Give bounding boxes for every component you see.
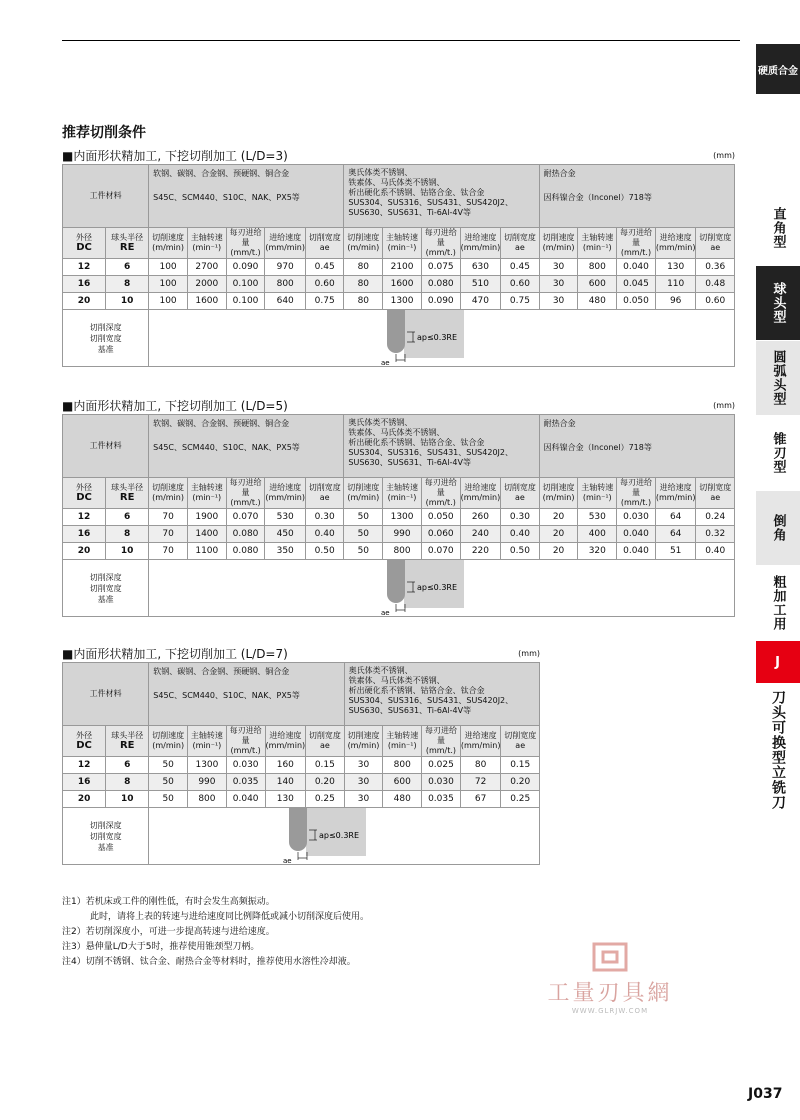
ball-tip xyxy=(387,335,405,353)
table-cell: 96 xyxy=(655,293,696,310)
table-cell: 0.100 xyxy=(226,293,265,310)
table-cell: 0.45 xyxy=(501,259,539,276)
section-title: ■内面形状精加工, 下挖切削加工 (L/D=3) xyxy=(62,149,288,163)
table-cell: 20 xyxy=(539,543,578,560)
table-cell: 80 xyxy=(344,259,383,276)
table-cell: 80 xyxy=(344,276,383,293)
ap-label: ap≤0.3RE xyxy=(416,333,457,342)
param-header: 切削宽度 ae xyxy=(306,228,344,259)
table-cell: 6 xyxy=(106,509,149,526)
table-cell: 110 xyxy=(655,276,696,293)
table-row xyxy=(63,293,735,310)
column-header-row xyxy=(63,228,735,259)
tab-square[interactable]: 直角型 xyxy=(756,190,800,265)
ae-label: ae xyxy=(380,609,390,616)
table-cell: 2100 xyxy=(383,259,422,276)
condition-section xyxy=(62,148,735,367)
table-cell: 12 xyxy=(63,757,106,774)
depth-diagram-cell xyxy=(149,808,540,865)
depth-diagram-cell xyxy=(149,310,735,367)
table-cell: 70 xyxy=(149,543,188,560)
table-cell: 0.090 xyxy=(226,259,265,276)
note-2: 注2）若切削深度小，可进一步提高转速与进给速度。 xyxy=(62,927,275,937)
re-header: 球头半径 RE xyxy=(106,726,149,757)
ball-endmill-diagram xyxy=(269,808,419,864)
table-cell: 0.040 xyxy=(617,259,656,276)
ae-label: ae xyxy=(283,857,292,864)
watermark-logo xyxy=(540,942,680,1015)
re-header: 球头半径 RE xyxy=(106,228,149,259)
table-row xyxy=(63,509,735,526)
table-cell: 140 xyxy=(265,774,306,791)
table-cell: 10 xyxy=(106,543,149,560)
param-header: 进给速度 (mm/min) xyxy=(655,228,696,259)
depth-label: 切削深度 切削宽度 基准 xyxy=(63,808,149,865)
table-cell: 0.40 xyxy=(501,526,539,543)
table-cell: 72 xyxy=(460,774,501,791)
table-cell: 990 xyxy=(188,774,227,791)
param-header: 每刃进给量 (mm/t.) xyxy=(617,478,656,509)
section-title: ■内面形状精加工, 下挖切削加工 (L/D=7) xyxy=(62,647,288,661)
table-cell: 630 xyxy=(460,259,501,276)
table-cell: 6 xyxy=(106,259,149,276)
table-cell: 0.040 xyxy=(226,791,265,808)
param-header: 切削速度 (m/min) xyxy=(149,726,188,757)
table-cell: 0.20 xyxy=(501,774,540,791)
depth-reference-row xyxy=(63,310,735,367)
table-cell: 0.030 xyxy=(226,757,265,774)
tab-radius[interactable]: 圆弧头型 xyxy=(756,340,800,415)
table-row xyxy=(63,543,735,560)
table-cell: 800 xyxy=(265,276,306,293)
table-cell: 1300 xyxy=(383,293,422,310)
table-cell: 1300 xyxy=(383,509,422,526)
table-cell: 20 xyxy=(63,293,106,310)
top-rule xyxy=(62,40,740,41)
table-cell: 260 xyxy=(460,509,501,526)
material-steel: 软钢、碳钢、合金钢、预硬钢、铜合金 S45C、SCM440、S10C、NAK、PX5等 xyxy=(149,663,344,726)
table-cell: 6 xyxy=(106,757,149,774)
param-header: 切削宽度 ae xyxy=(696,478,735,509)
table-cell: 30 xyxy=(539,259,578,276)
table-cell: 0.045 xyxy=(617,276,656,293)
watermark-mark-icon xyxy=(590,942,630,972)
table-cell: 2000 xyxy=(187,276,226,293)
table-cell: 0.25 xyxy=(501,791,540,808)
param-header: 进给速度 (mm/min) xyxy=(460,228,501,259)
table-cell: 0.15 xyxy=(501,757,540,774)
table-cell: 510 xyxy=(460,276,501,293)
tab-ball[interactable]: 球头型 xyxy=(756,265,800,340)
table-cell: 2700 xyxy=(187,259,226,276)
table-cell: 0.25 xyxy=(306,791,344,808)
table-cell: 0.090 xyxy=(421,293,460,310)
table-cell: 800 xyxy=(383,543,422,560)
dc-header: 外径 DC xyxy=(63,726,106,757)
table-row xyxy=(63,276,735,293)
table-cell: 0.60 xyxy=(501,276,539,293)
table-cell: 800 xyxy=(188,791,227,808)
note-1-cont: 此时，请将上表的转速与进给速度同比例降低或减小切削深度后使用。 xyxy=(90,912,370,922)
param-header: 切削速度 (m/min) xyxy=(344,726,383,757)
tab-tapered[interactable]: 锥刃型 xyxy=(756,415,800,490)
table-row xyxy=(63,757,540,774)
tab-indexable[interactable]: 刀头可换型立铣刀 xyxy=(756,683,800,810)
table-cell: 0.50 xyxy=(501,543,539,560)
work-material-label: 工件材料 xyxy=(63,415,149,478)
table-cell: 30 xyxy=(539,293,578,310)
param-header: 进给速度 (mm/min) xyxy=(655,478,696,509)
section-header xyxy=(62,646,540,662)
table-cell: 450 xyxy=(265,526,306,543)
table-cell: 16 xyxy=(63,526,106,543)
watermark-text: 工量刃具網 xyxy=(547,981,673,1006)
ball-tip xyxy=(289,833,307,851)
table-cell: 12 xyxy=(63,259,106,276)
table-cell: 30 xyxy=(344,757,383,774)
table-cell: 400 xyxy=(578,526,617,543)
ball-endmill-diagram xyxy=(367,560,517,616)
note-4: 注4）切削不锈钢、钛合金、耐热合金等材料时，推荐使用水溶性冷却液。 xyxy=(62,957,356,967)
note-1: 注1）若机床或工件的刚性低，有时会发生高频振动。 xyxy=(62,897,275,907)
table-cell: 130 xyxy=(265,791,306,808)
table-cell: 0.050 xyxy=(617,293,656,310)
unit-label: (mm) xyxy=(713,151,735,160)
table-cell: 480 xyxy=(383,791,422,808)
table-cell: 0.15 xyxy=(306,757,344,774)
table-cell: 12 xyxy=(63,509,106,526)
table-cell: 530 xyxy=(265,509,306,526)
table-cell: 80 xyxy=(460,757,501,774)
table-cell: 320 xyxy=(578,543,617,560)
column-header-row xyxy=(63,726,540,757)
table-cell: 480 xyxy=(578,293,617,310)
param-header: 每刃进给量 (mm/t.) xyxy=(421,228,460,259)
note-3: 注3）悬伸量L/D大于5时，推荐使用锥颈型刀柄。 xyxy=(62,942,260,952)
table-cell: 20 xyxy=(539,526,578,543)
table-cell: 20 xyxy=(63,791,106,808)
material-heat-resistant: 耐热合金 因科镍合金（Inconel）718等 xyxy=(539,165,734,228)
material-stainless: 奥氏体类不锈钢、 铁素体、马氏体类不锈钢、 析出硬化系不锈钢、钴铬合金、钛合金 SUS304、SUS316、SUS431、SUS420J2、 SUS630、SUS631、Ti-6Al-4V等 xyxy=(344,165,539,228)
param-header: 进给速度 (mm/min) xyxy=(265,726,306,757)
param-header: 切削宽度 ae xyxy=(501,478,539,509)
table-cell: 1400 xyxy=(187,526,226,543)
page-title: 推荐切削条件 xyxy=(62,125,146,141)
table-cell: 8 xyxy=(106,526,149,543)
condition-section xyxy=(62,646,540,865)
param-header: 进给速度 (mm/min) xyxy=(265,478,306,509)
table-cell: 20 xyxy=(63,543,106,560)
table-cell: 0.035 xyxy=(226,774,265,791)
depth-reference-row xyxy=(63,808,540,865)
table-cell: 0.60 xyxy=(306,276,344,293)
work-material-label: 工件材料 xyxy=(63,663,149,726)
param-header: 切削速度 (m/min) xyxy=(149,228,188,259)
table-cell: 0.30 xyxy=(306,509,344,526)
table-cell: 0.060 xyxy=(421,526,460,543)
side-tabs xyxy=(756,190,800,810)
param-header: 切削速度 (m/min) xyxy=(539,228,578,259)
table-cell: 51 xyxy=(655,543,696,560)
table-cell: 350 xyxy=(265,543,306,560)
section-title: ■内面形状精加工, 下挖切削加工 (L/D=5) xyxy=(62,399,288,413)
unit-label: (mm) xyxy=(518,649,540,658)
table-cell: 0.040 xyxy=(617,543,656,560)
param-header: 主轴转速 (min⁻¹) xyxy=(188,726,227,757)
param-header: 切削宽度 ae xyxy=(501,228,539,259)
table-cell: 30 xyxy=(344,774,383,791)
table-cell: 0.36 xyxy=(696,259,735,276)
table-cell: 800 xyxy=(578,259,617,276)
notes xyxy=(62,895,369,970)
table-cell: 530 xyxy=(578,509,617,526)
table-cell: 16 xyxy=(63,774,106,791)
table-cell: 0.070 xyxy=(421,543,460,560)
section-header xyxy=(62,148,735,164)
table-cell: 240 xyxy=(460,526,501,543)
material-steel: 软钢、碳钢、合金钢、预硬钢、铜合金 S45C、SCM440、S10C、NAK、PX5等 xyxy=(149,165,344,228)
tab-chamfer[interactable]: 倒角 xyxy=(756,490,800,565)
table-cell: 50 xyxy=(149,757,188,774)
condition-table xyxy=(62,662,540,865)
table-cell: 1900 xyxy=(187,509,226,526)
param-header: 主轴转速 (min⁻¹) xyxy=(383,478,422,509)
table-cell: 0.60 xyxy=(696,293,735,310)
table-cell: 220 xyxy=(460,543,501,560)
table-row xyxy=(63,791,540,808)
table-cell: 640 xyxy=(265,293,306,310)
param-header: 切削宽度 ae xyxy=(306,726,344,757)
table-cell: 0.080 xyxy=(421,276,460,293)
condition-table xyxy=(62,164,735,367)
table-cell: 0.20 xyxy=(306,774,344,791)
material-row xyxy=(63,165,735,228)
column-header-row xyxy=(63,478,735,509)
ap-label: ap≤0.3RE xyxy=(416,583,457,592)
table-cell: 1600 xyxy=(187,293,226,310)
table-cell: 0.40 xyxy=(696,543,735,560)
table-cell: 8 xyxy=(106,774,149,791)
table-cell: 0.080 xyxy=(226,543,265,560)
table-cell: 50 xyxy=(149,791,188,808)
table-cell: 0.030 xyxy=(617,509,656,526)
param-header: 每刃进给量 (mm/t.) xyxy=(421,478,460,509)
depth-label: 切削深度 切削宽度 基准 xyxy=(63,560,149,617)
condition-table xyxy=(62,414,735,617)
table-cell: 0.50 xyxy=(306,543,344,560)
table-cell: 0.025 xyxy=(422,757,461,774)
table-cell: 67 xyxy=(460,791,501,808)
material-heat-resistant: 耐热合金 因科镍合金（Inconel）718等 xyxy=(539,415,734,478)
param-header: 主轴转速 (min⁻¹) xyxy=(187,478,226,509)
table-cell: 470 xyxy=(460,293,501,310)
table-cell: 64 xyxy=(655,509,696,526)
param-header: 每刃进给量 (mm/t.) xyxy=(226,726,265,757)
material-stainless: 奥氏体类不锈钢、 铁素体、马氏体类不锈钢、 析出硬化系不锈钢、钴铬合金、钛合金 SUS304、SUS316、SUS431、SUS420J2、 SUS630、SUS631、Ti-6Al-4V等 xyxy=(344,415,539,478)
param-header: 主轴转速 (min⁻¹) xyxy=(383,228,422,259)
param-header: 进给速度 (mm/min) xyxy=(265,228,306,259)
ball-tip xyxy=(387,585,405,603)
table-cell: 0.48 xyxy=(696,276,735,293)
param-header: 每刃进给量 (mm/t.) xyxy=(226,478,265,509)
table-cell: 100 xyxy=(149,259,188,276)
param-header: 切削速度 (m/min) xyxy=(539,478,578,509)
table-cell: 50 xyxy=(344,543,383,560)
table-cell: 30 xyxy=(344,791,383,808)
table-cell: 0.40 xyxy=(306,526,344,543)
param-header: 切削宽度 ae xyxy=(696,228,735,259)
table-cell: 64 xyxy=(655,526,696,543)
table-cell: 0.45 xyxy=(306,259,344,276)
param-header: 切削宽度 ae xyxy=(306,478,344,509)
ae-label: ae xyxy=(380,359,390,366)
table-cell: 70 xyxy=(149,526,188,543)
table-cell: 50 xyxy=(149,774,188,791)
table-cell: 600 xyxy=(578,276,617,293)
table-cell: 160 xyxy=(265,757,306,774)
param-header: 主轴转速 (min⁻¹) xyxy=(578,228,617,259)
material-row xyxy=(63,415,735,478)
depth-diagram-cell xyxy=(149,560,735,617)
table-cell: 1100 xyxy=(187,543,226,560)
table-cell: 8 xyxy=(106,276,149,293)
page-number: J037 xyxy=(748,1086,783,1102)
param-header: 进给速度 (mm/min) xyxy=(460,478,501,509)
table-cell: 10 xyxy=(106,791,149,808)
table-cell: 20 xyxy=(539,509,578,526)
table-cell: 0.040 xyxy=(617,526,656,543)
material-row xyxy=(63,663,540,726)
table-cell: 80 xyxy=(344,293,383,310)
table-row xyxy=(63,259,735,276)
table-cell: 1300 xyxy=(188,757,227,774)
material-steel: 软钢、碳钢、合金钢、预硬钢、铜合金 S45C、SCM440、S10C、NAK、PX5等 xyxy=(149,415,344,478)
table-cell: 10 xyxy=(106,293,149,310)
table-cell: 0.050 xyxy=(421,509,460,526)
ball-endmill-diagram xyxy=(367,310,517,366)
table-cell: 30 xyxy=(539,276,578,293)
param-header: 进给速度 (mm/min) xyxy=(460,726,501,757)
table-cell: 50 xyxy=(344,509,383,526)
table-cell: 100 xyxy=(149,276,188,293)
table-cell: 0.080 xyxy=(226,526,265,543)
re-header: 球头半径 RE xyxy=(106,478,149,509)
dc-header: 外径 DC xyxy=(63,478,106,509)
table-cell: 990 xyxy=(383,526,422,543)
table-cell: 0.75 xyxy=(501,293,539,310)
table-cell: 16 xyxy=(63,276,106,293)
table-cell: 100 xyxy=(149,293,188,310)
table-row xyxy=(63,774,540,791)
dc-header: 外径 DC xyxy=(63,228,106,259)
table-row xyxy=(63,526,735,543)
table-cell: 0.075 xyxy=(421,259,460,276)
table-cell: 0.100 xyxy=(226,276,265,293)
param-header: 每刃进给量 (mm/t.) xyxy=(617,228,656,259)
param-header: 切削速度 (m/min) xyxy=(344,228,383,259)
tab-roughing[interactable]: 粗加工用 xyxy=(756,565,800,640)
table-cell: 0.035 xyxy=(422,791,461,808)
table-cell: 600 xyxy=(383,774,422,791)
param-header: 主轴转速 (min⁻¹) xyxy=(187,228,226,259)
table-cell: 70 xyxy=(149,509,188,526)
table-cell: 130 xyxy=(655,259,696,276)
material-stainless: 奥氏体类不锈钢、 铁素体、马氏体类不锈钢、 析出硬化系不锈钢、钴铬合金、钛合金 SUS304、SUS316、SUS431、SUS420J2、 SUS630、SUS631、Ti-6Al-4V等 xyxy=(344,663,539,726)
table-cell: 0.75 xyxy=(306,293,344,310)
depth-reference-row xyxy=(63,560,735,617)
table-cell: 800 xyxy=(383,757,422,774)
ap-label: ap≤0.3RE xyxy=(319,831,360,840)
table-cell: 1600 xyxy=(383,276,422,293)
table-cell: 0.30 xyxy=(501,509,539,526)
param-header: 切削速度 (m/min) xyxy=(344,478,383,509)
param-header: 切削宽度 ae xyxy=(501,726,540,757)
category-tab-carbide[interactable]: 硬质合金 xyxy=(756,44,800,94)
param-header: 主轴转速 (min⁻¹) xyxy=(383,726,422,757)
table-cell: 970 xyxy=(265,259,306,276)
condition-section xyxy=(62,398,735,617)
work-material-label: 工件材料 xyxy=(63,165,149,228)
table-cell: 50 xyxy=(344,526,383,543)
param-header: 每刃进给量 (mm/t.) xyxy=(226,228,265,259)
table-cell: 0.32 xyxy=(696,526,735,543)
watermark-url: WWW.GLRJW.COM xyxy=(571,1007,649,1015)
param-header: 每刃进给量 (mm/t.) xyxy=(422,726,461,757)
table-cell: 0.030 xyxy=(422,774,461,791)
tab-j[interactable]: J xyxy=(756,640,800,683)
section-header xyxy=(62,398,735,414)
table-cell: 0.24 xyxy=(696,509,735,526)
table-cell: 0.070 xyxy=(226,509,265,526)
depth-label: 切削深度 切削宽度 基准 xyxy=(63,310,149,367)
param-header: 主轴转速 (min⁻¹) xyxy=(578,478,617,509)
param-header: 切削速度 (m/min) xyxy=(149,478,188,509)
unit-label: (mm) xyxy=(713,401,735,410)
